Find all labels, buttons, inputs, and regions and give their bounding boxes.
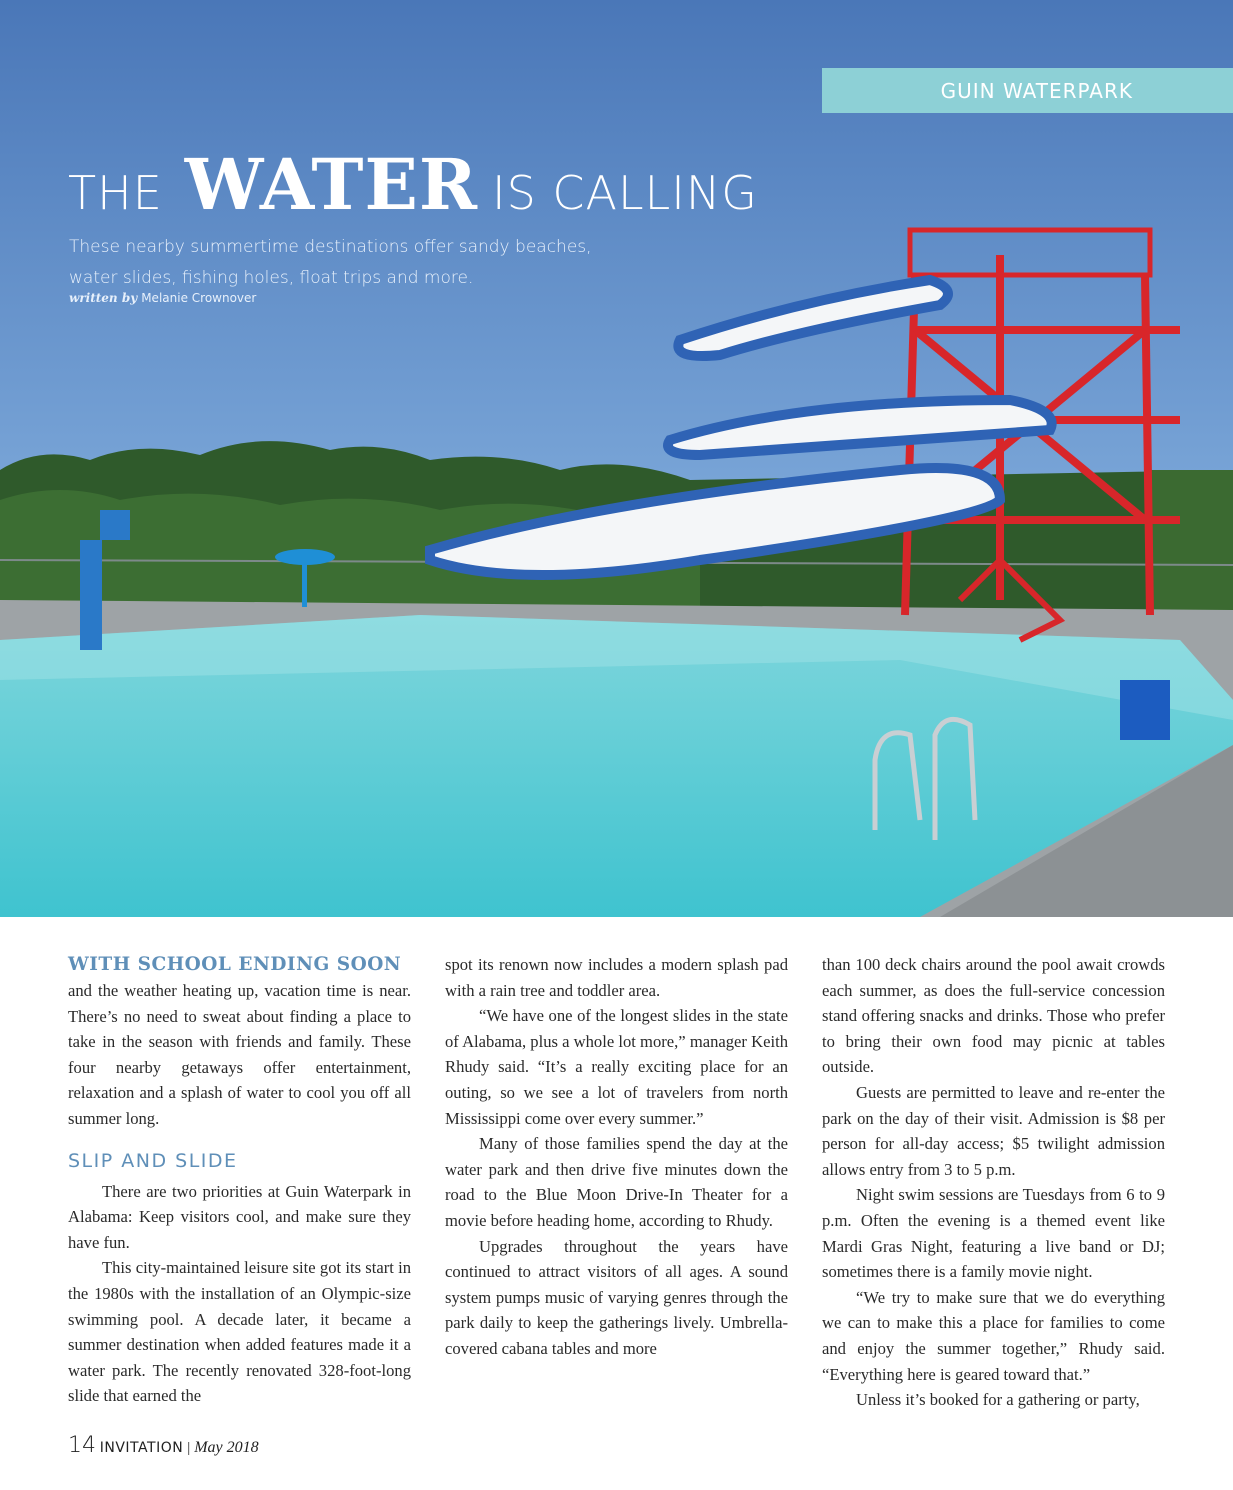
article-column-3	[822, 952, 1165, 1413]
article-column-1	[68, 952, 411, 1409]
paragraph: Night swim sessions are Tuesdays from 6 to 9 p.m. Often the evening is a themed event like Mardi Gras Night, featuring a live band or DJ; sometimes there is a family movie night.	[822, 1185, 1165, 1282]
section-heading: SLIP AND SLIDE	[68, 1149, 238, 1172]
title-main-word: WATER	[184, 143, 479, 226]
title-prefix: THE	[68, 166, 163, 220]
publication-name: INVITATION	[99, 1440, 184, 1456]
page-footer	[68, 1433, 259, 1458]
paragraph: Unless it’s booked for a gathering or party,	[856, 1390, 1140, 1410]
byline-author: Melanie Crownover	[141, 291, 257, 305]
paragraph: There are two priorities at Guin Waterpark in Alabama: Keep visitors cool, and make sure they have fun.	[68, 1181, 411, 1252]
page-number: 14	[68, 1433, 96, 1458]
lead-in: WITH SCHOOL ENDING SOON	[68, 954, 402, 975]
paragraph: Many of those families spend the day at the water park and then drive five minutes down the road to the Blue Moon Drive-In Theater for a movie before heading home, according to Rhudy.	[445, 1134, 788, 1230]
footer-separator: |	[187, 1440, 191, 1456]
byline	[69, 291, 256, 305]
paragraph: “We try to make sure that we do everything we can to make this a place for families to come and enjoy the summer together,” Rhudy said. “Everything here is geared toward that.”	[822, 1287, 1165, 1384]
intro-paragraph: and the weather heating up, vacation time is near. There’s no need to sweat about finding a place to take in the season with friends and family. These four nearby getaways offer entertainment, relaxation and a splash of water to cool you off all summer long.	[68, 981, 411, 1128]
page-title	[68, 143, 758, 226]
paragraph: Upgrades throughout the years have continued to attract visitors of all ages. A sound system pumps music of varying genres through the park daily to keep the gatherings lively. Umbrella-covered cabana tables and more	[445, 1236, 788, 1358]
section-tag: GUIN WATERPARK	[822, 68, 1233, 113]
paragraph-continuation: spot its renown now includes a modern splash pad with a rain tree and toddler area.	[445, 955, 788, 1000]
title-suffix: IS CALLING	[492, 166, 758, 220]
byline-prefix: written by	[69, 291, 138, 305]
paragraph-continuation: than 100 deck chairs around the pool await crowds each summer, as does the full-service concession stand offering snacks and drinks. Those who prefer to bring their own food may picnic at tables outside.	[822, 955, 1165, 1077]
paragraph: “We have one of the longest slides in the state of Alabama, plus a whole lot more,” manager Keith Rhudy said. “It’s a really exciting place for an outing, so we see a lot of travelers from north Mississippi come over every summer.”	[445, 1006, 788, 1128]
paragraph: Guests are permitted to leave and re-enter the park on the day of their visit. Admission is $8 per person for all-day access; $5 twilight admission allows entry from 3 to 5 p.m.	[822, 1082, 1165, 1179]
paragraph: This city-maintained leisure site got its start in the 1980s with the installation of an Olympic-size swimming pool. A decade later, it became a summer destination when added features made it a water park. The recently renovated 328-foot-long slide that earned the	[68, 1258, 411, 1406]
issue-date: May 2018	[194, 1439, 259, 1456]
subtitle: These nearby summertime destinations offer sandy beaches, water slides, fishing holes, float trips and more.	[69, 237, 592, 288]
article-column-2	[445, 952, 788, 1362]
